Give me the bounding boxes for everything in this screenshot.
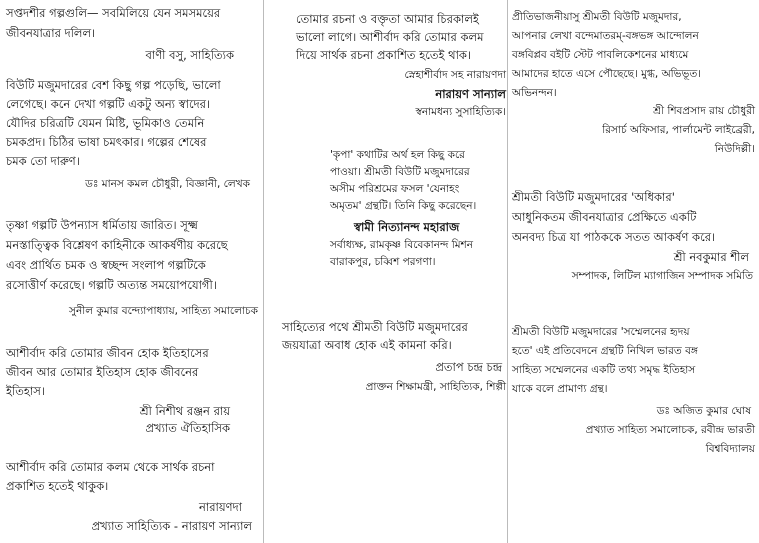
quote-line: তোমার রচনা ও বক্তৃতা আমার চিরকালই: [296, 12, 479, 26]
quote-line: তৃষ্ণা গল্পটি উপন্যাস ধর্মিতায় জারিত। সূক্ষ্ম: [6, 218, 198, 232]
quote-author: ডঃ অজিত কুমার ঘোষ: [656, 405, 751, 417]
quote-line: দিয়ে সার্থক রচনা প্রকাশিত হতেই থাক।: [296, 48, 472, 62]
quote-line: অনবদ্য চিত্র যা পাঠককে সতত আকর্ষণ করে।: [512, 230, 716, 244]
quote-role: স্বনামধন্য সুসাহিত্যিক।: [415, 106, 506, 118]
quote-author: নারায়ণদা: [199, 500, 242, 514]
quote-line: জীবনযাত্রার দলিল।: [6, 26, 96, 40]
quote-author: শ্রী নিশীথ রঞ্জন রায়: [139, 404, 230, 418]
quote-line: অসীম পরিশ্রমের ফসল 'যেনাহং: [330, 183, 460, 195]
quote-author: ডঃ মানস কমল চৌধুরী, বিজ্ঞানী, লেখক: [85, 178, 250, 190]
column-divider-2: [507, 0, 508, 543]
quote-line: আপনার লেখা বন্দেমাতরম্-বঙ্গভঙ্গ আন্দোলন: [512, 30, 699, 42]
quote-sign: স্নেহাশীর্বাদ সহ নারায়ণদা: [404, 69, 506, 81]
quote-line: শ্রীমতী বিউটি মজুমদারের 'অধিকার': [512, 190, 675, 204]
quote-role: প্রখ্যাত ঐতিহাসিক: [145, 421, 230, 435]
quote-line: আশীর্বাদ করি তোমার জীবন হোক ইতিহাসের: [6, 346, 209, 360]
quote-author: বাণী বসু, সাহিত্যিক: [145, 48, 234, 62]
quote-line: অমৃতম' গ্রন্থটি। তিনি কিছু করেছেন।: [330, 200, 477, 212]
quote-role: প্রাক্তন শিক্ষামন্ত্রী, সাহিত্যিক, শিল্পী: [365, 381, 506, 393]
quote-line: জীবন আর তোমার ইতিহাস হোক জীবনের: [6, 365, 199, 379]
quote-line: চমকপ্রদ। চিঠির ভাষা চমৎকার। গল্পের শেষের: [6, 135, 207, 149]
quote-role: বিশ্ববিদ্যালয়: [705, 443, 755, 455]
quote-author: সুনীল কুমার বন্দ্যোপাধ্যায়, সাহিত্য সমালোচক: [69, 305, 258, 317]
quote-line: শ্রীমতী বিউটি মজুমদারের 'সম্মেলনের হৃদয়: [512, 326, 690, 338]
quote-line: বঙ্গবিপ্লব বইটি স্টেট পাবলিকেশনের মাধ্যমে: [512, 49, 689, 61]
quote-line: মনস্তাত্ত্বিক বিশ্লেষণ কাহিনীকে আকর্ষণীয় করেছে: [6, 238, 228, 252]
quote-author: প্রতাপ চন্দ্র চন্দ্র: [435, 360, 502, 374]
quote-line: জয়যাত্রা অবাধ হোক এই কামনা করি।: [282, 338, 452, 352]
quote-line: চমক তো দারুণ।: [6, 154, 80, 168]
quote-line: আধুনিকতম জীবনযাত্রার প্রেক্ষিতে একটি: [512, 210, 697, 224]
quote-line: বিউটি মজুমদারের বেশ কিছু গল্প পড়েছি, ভালো: [6, 78, 221, 92]
quote-role: নিউদিল্লী।: [714, 143, 755, 155]
quote-line: আশীর্বাদ করি তোমার কলম থেকে সার্থক রচনা: [6, 460, 215, 474]
quote-line: এবং প্রার্থিত চমক ও স্বচ্ছন্দ সংলাপ গল্পটিকে: [6, 258, 206, 272]
quote-line: সাহিত্য সম্মেলনের একটি তথ্য সমৃদ্ধ ইতিহাস: [512, 364, 696, 376]
quote-role: প্রখ্যাত সাহিত্যিক - নারায়ণ সান্যাল: [91, 519, 252, 533]
quote-line: লেগেছে। কনে দেখা গল্পটি একটু অন্য স্বাদের।: [6, 97, 211, 111]
quote-role: বারাকপুর, চব্বিশ পরগণা।: [330, 256, 436, 268]
quote-line: ইতিহাস।: [6, 384, 45, 398]
quote-line: 'কৃপা' কথাটির অর্থ হল কিছু করে: [330, 149, 465, 161]
quote-author: নারায়ণ সান্যাল: [435, 87, 506, 101]
quote-line: যাকে বলে প্রামাণ্য গ্রন্থ।: [512, 383, 608, 395]
quote-line: প্রীতিভাজনীয়াসু শ্রীমতী বিউটি মজুমদার,: [512, 11, 682, 23]
column-divider-1: [263, 0, 264, 543]
quote-line: পাওয়া। শ্রীমতী বিউটি মজুমদারের: [330, 166, 470, 178]
quote-role: রিসার্চ অফিসার, পার্লামেন্ট লাইব্রেরী,: [602, 124, 755, 136]
quote-line: আমাদের হাতে এসে পৌছেছে। মুগ্ধ, অভিভূত।: [512, 68, 701, 80]
quote-line: প্রকাশিত হতেই থাকুক।: [6, 479, 109, 493]
quote-line: যৌদির চরিত্রটি যেমন মিষ্টি, ভূমিকাও তেমনি: [6, 116, 205, 130]
quote-line: ভালো লাগে। আশীর্বাদ করি তোমার কলম: [296, 30, 484, 44]
quote-line: অভিনন্দন।: [512, 87, 557, 99]
quote-line: হতে' এই প্রতিবেদনে গ্রন্থটি নিখিল ভারত বঙ্গ: [512, 345, 698, 357]
quote-author: শ্রী শিবপ্রসাদ রায় চৌধুরী: [653, 105, 755, 117]
quote-line: সপ্তদশীর গল্পগুলি— সবমিলিয়ে যেন সমসময়ের: [6, 6, 221, 20]
quote-role: সর্বাধ্যক্ষ, রামকৃষ্ণ বিবেকানন্দ মিশন: [330, 239, 474, 251]
quote-role: সম্পাদক, লিটিল ম্যাগাজিন সম্পাদক সমিতি: [571, 270, 753, 282]
quote-line: সাহিত্যের পথে শ্রীমতী বিউটি মজুমদারের: [282, 320, 468, 334]
quote-author: শ্রী নবকুমার শীল: [673, 250, 749, 264]
quote-line: রসোত্তীর্ণ করেছে। গল্পটি অত্যন্ত সময়োপযোগী।: [6, 278, 217, 292]
quote-role: প্রখ্যাত সাহিত্য সমালোচক, রবীন্দ্র ভারতী: [585, 424, 755, 436]
quote-author: স্বামী নিত্যানন্দ মহারাজ: [354, 220, 460, 234]
